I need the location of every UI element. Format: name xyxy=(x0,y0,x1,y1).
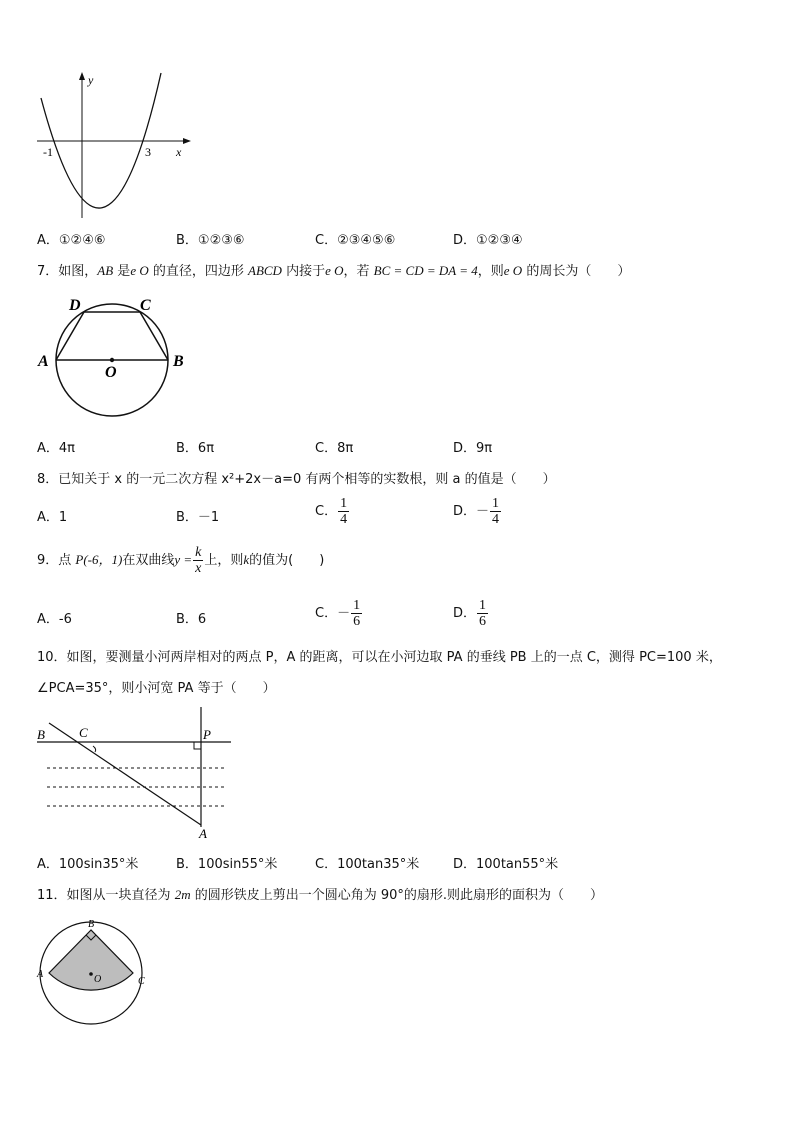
q10-label-p: P xyxy=(203,727,211,742)
fraction-denominator: 4 xyxy=(492,512,500,527)
q7-center-dot xyxy=(110,358,114,362)
q11-label-a: A xyxy=(37,969,44,980)
q9-stem xyxy=(37,545,324,576)
q10-label-a: A xyxy=(199,826,207,840)
q7-text: 的周长为（ ） xyxy=(522,264,631,279)
q6-option-a[interactable]: A．①②④⑥ xyxy=(37,233,106,248)
q7-chord-ad xyxy=(56,312,84,360)
q7-option-c[interactable]: C．8π xyxy=(315,441,354,456)
q8-option-c[interactable] xyxy=(315,496,350,527)
q7-circle-figure xyxy=(35,290,195,425)
q9-option-c-sign: － xyxy=(337,606,351,621)
q8-option-c-fraction xyxy=(338,496,349,527)
q7-text: 的直径，四边形 xyxy=(148,264,248,279)
q10-line-ca xyxy=(49,723,201,825)
q7-stem xyxy=(37,260,630,279)
q9-text: 9．点 xyxy=(37,553,76,568)
fraction-numerator: 1 xyxy=(353,598,361,613)
parabola-figure xyxy=(35,70,195,220)
q7-label-d: D xyxy=(69,297,81,314)
q10-right-angle-mark xyxy=(194,742,201,749)
q11-text: 的圆形铁皮上剪出一个圆心角为 90°的扇形.则此扇形的面积为（ ） xyxy=(190,888,604,903)
q8-options xyxy=(37,496,777,536)
y-axis-arrow xyxy=(79,72,85,80)
q8-option-a[interactable]: A．1 xyxy=(37,510,68,525)
q11-center-dot xyxy=(89,972,93,976)
q7-option-b[interactable]: B．6π xyxy=(176,441,215,456)
q6-option-b[interactable]: B．①②③⑥ xyxy=(176,233,245,248)
q9-y-eq: y = xyxy=(174,552,193,567)
q9-option-c-fraction xyxy=(351,598,362,629)
fraction-numerator: k xyxy=(195,545,202,560)
fraction-numerator: 1 xyxy=(492,496,500,511)
q10-option-a[interactable]: A．100sin35°米 xyxy=(37,857,139,872)
q10-stem-line2: ∠PCA=35°，则小河宽 PA 等于（ ） xyxy=(37,681,276,696)
q11-sector-figure xyxy=(35,915,155,1027)
q9-text: 上，则 xyxy=(204,553,244,568)
q9-option-d[interactable] xyxy=(453,598,489,629)
q7-chord-cb xyxy=(140,312,168,360)
q7-label-b: B xyxy=(173,353,184,370)
q7-options xyxy=(37,437,777,457)
q9-k: k xyxy=(243,552,250,567)
q11-text: 11．如图从一块直径为 xyxy=(37,888,175,903)
fraction-denominator: 6 xyxy=(353,614,361,629)
q7-equation: BC = CD = DA = 4 xyxy=(373,263,478,278)
tick-label-neg1: -1 xyxy=(43,145,53,159)
q9-option-d-fraction xyxy=(477,598,488,629)
q8-stem: 8．已知关于 x 的一元二次方程 x²+2x－a=0 有两个相等的实数根，则 a 的值是（ ） xyxy=(37,472,556,487)
q7-option-a[interactable]: A．4π xyxy=(37,441,75,456)
fraction-denominator: x xyxy=(195,561,202,576)
y-axis-label: y xyxy=(88,73,94,87)
q10-stem-line1: 10．如图，要测量小河两岸相对的两点 P，A 的距离，可以在小河边取 PA 的垂线 PB 上的一点 C，测得 PC=100 米， xyxy=(37,650,722,665)
fraction-denominator: 6 xyxy=(479,614,487,629)
q7-text: 内接于 xyxy=(281,264,326,279)
q11-label-c: C xyxy=(138,976,145,987)
q8-option-c-prefix: C． xyxy=(315,504,338,519)
q9-option-a[interactable]: A．-6 xyxy=(37,612,72,627)
q9-point: P(-6，1) xyxy=(75,552,123,567)
q8-option-b[interactable]: B．－1 xyxy=(176,510,220,525)
q11-sector xyxy=(49,930,133,990)
q7-text: ，若 xyxy=(343,264,374,279)
q6-option-c[interactable]: C．②③④⑤⑥ xyxy=(315,233,396,248)
fraction-numerator: 1 xyxy=(479,598,487,613)
q9-option-b[interactable]: B．6 xyxy=(176,612,207,627)
q10-option-d[interactable]: D．100tan55°米 xyxy=(453,857,559,872)
q9-option-d-prefix: D． xyxy=(453,606,477,621)
q9-option-c[interactable] xyxy=(315,598,363,629)
x-axis-arrow xyxy=(183,138,191,144)
q7-label-a: A xyxy=(38,353,49,370)
tick-label-3: 3 xyxy=(145,145,151,159)
fraction-denominator: 4 xyxy=(340,512,348,527)
q9-option-c-prefix: C． xyxy=(315,606,338,621)
q10-angle-arc xyxy=(93,746,96,752)
q10-option-b[interactable]: B．100sin55°米 xyxy=(176,857,278,872)
q10-river-figure xyxy=(35,705,235,840)
q7-circle-symbol: e O xyxy=(130,263,149,278)
q11-label-o: O xyxy=(94,974,102,985)
q8-option-d[interactable] xyxy=(453,496,502,527)
q7-text: 是 xyxy=(113,264,131,279)
q6-options xyxy=(37,229,777,249)
q11-stem xyxy=(37,884,603,903)
q11-diameter: 2m xyxy=(174,887,191,902)
q7-abcd: ABCD xyxy=(248,263,282,278)
q6-option-d[interactable]: D．①②③④ xyxy=(453,233,523,248)
q7-ab: AB xyxy=(97,263,114,278)
q7-label-o: O xyxy=(105,364,117,381)
q7-text: 7．如图， xyxy=(37,264,98,279)
q8-option-d-fraction xyxy=(490,496,501,527)
q7-text: ，则 xyxy=(477,264,504,279)
q11-label-b: B xyxy=(88,919,95,930)
q8-option-d-prefix: D． xyxy=(453,504,477,519)
q10-label-b: B xyxy=(37,727,45,742)
q9-k-over-x xyxy=(193,545,203,576)
q7-circle-symbol: e O xyxy=(503,263,523,278)
q10-options xyxy=(37,853,777,873)
q9-text: 在双曲线 xyxy=(122,553,175,568)
q8-option-d-sign: － xyxy=(476,504,490,519)
q10-label-c: C xyxy=(79,725,88,740)
q9-options xyxy=(37,598,777,638)
q7-label-c: C xyxy=(140,297,151,314)
q10-option-c[interactable]: C．100tan35°米 xyxy=(315,857,420,872)
x-axis-label: x xyxy=(176,145,182,159)
q7-option-d[interactable]: D．9π xyxy=(453,441,493,456)
fraction-numerator: 1 xyxy=(340,496,348,511)
q9-text: 的值为( ) xyxy=(249,553,325,568)
q7-circle-symbol: e O xyxy=(325,263,344,278)
